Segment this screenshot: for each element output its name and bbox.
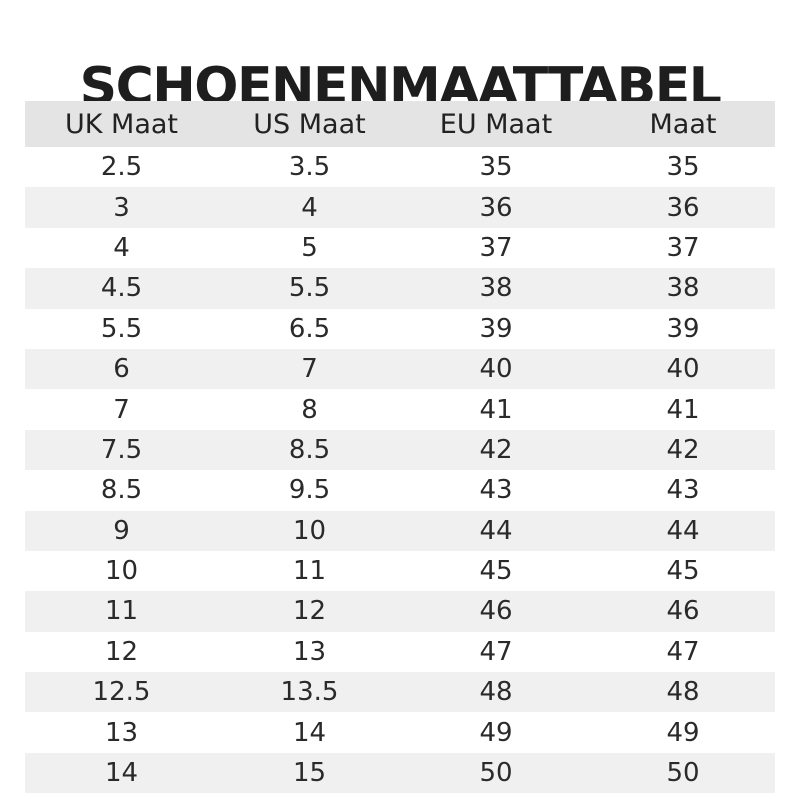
column-header-maat: Maat bbox=[649, 108, 717, 140]
cell-us: 3.5 bbox=[288, 152, 331, 183]
cell-us: 14 bbox=[292, 717, 327, 748]
column-header-eu: EU Maat bbox=[439, 108, 553, 140]
cell-maat: 40 bbox=[666, 354, 700, 385]
cell-maat: 49 bbox=[666, 717, 700, 748]
cell-eu: 47 bbox=[479, 636, 513, 667]
cell-us: 8.5 bbox=[288, 434, 331, 465]
cell-us: 7 bbox=[301, 354, 318, 385]
cell-uk: 3 bbox=[113, 192, 130, 223]
cell-maat: 43 bbox=[666, 475, 700, 506]
cell-eu: 48 bbox=[479, 677, 513, 708]
cell-uk: 7.5 bbox=[100, 434, 143, 465]
table-row bbox=[25, 187, 775, 227]
cell-maat: 45 bbox=[666, 556, 700, 587]
cell-us: 12 bbox=[292, 596, 327, 627]
cell-uk: 6 bbox=[113, 354, 130, 385]
shoe-size-table bbox=[25, 101, 775, 793]
cell-eu: 39 bbox=[479, 313, 513, 344]
table-row bbox=[25, 591, 775, 631]
table-row bbox=[25, 228, 775, 268]
cell-maat: 35 bbox=[666, 152, 700, 183]
cell-uk: 12.5 bbox=[92, 677, 151, 708]
cell-eu: 49 bbox=[479, 717, 513, 748]
table-row bbox=[25, 470, 775, 510]
table-row bbox=[25, 349, 775, 389]
table-row bbox=[25, 309, 775, 349]
cell-eu: 50 bbox=[479, 758, 513, 789]
table-row bbox=[25, 268, 775, 308]
cell-uk: 11 bbox=[104, 596, 139, 627]
cell-eu: 37 bbox=[479, 232, 513, 263]
table-row bbox=[25, 712, 775, 752]
cell-maat: 42 bbox=[666, 434, 700, 465]
cell-eu: 36 bbox=[479, 192, 513, 223]
cell-us: 13 bbox=[292, 636, 327, 667]
cell-maat: 47 bbox=[666, 636, 700, 667]
cell-eu: 44 bbox=[479, 515, 513, 546]
cell-uk: 5.5 bbox=[100, 313, 143, 344]
cell-eu: 35 bbox=[479, 152, 513, 183]
cell-eu: 41 bbox=[479, 394, 513, 425]
cell-uk: 13 bbox=[104, 717, 139, 748]
cell-uk: 9 bbox=[113, 515, 130, 546]
column-header-uk: UK Maat bbox=[64, 108, 179, 140]
cell-uk: 14 bbox=[104, 758, 139, 789]
cell-uk: 7 bbox=[113, 394, 130, 425]
cell-maat: 38 bbox=[666, 273, 700, 304]
cell-us: 15 bbox=[292, 758, 327, 789]
cell-uk: 12 bbox=[104, 636, 139, 667]
table-header-row bbox=[25, 101, 775, 147]
cell-maat: 50 bbox=[666, 758, 700, 789]
table-row bbox=[25, 430, 775, 470]
cell-eu: 42 bbox=[479, 434, 513, 465]
column-header-us: US Maat bbox=[253, 108, 366, 140]
cell-us: 5 bbox=[301, 232, 318, 263]
cell-us: 6.5 bbox=[288, 313, 331, 344]
cell-maat: 39 bbox=[666, 313, 700, 344]
cell-maat: 37 bbox=[666, 232, 700, 263]
cell-eu: 46 bbox=[479, 596, 513, 627]
table-row bbox=[25, 147, 775, 187]
cell-eu: 43 bbox=[479, 475, 513, 506]
cell-maat: 36 bbox=[666, 192, 700, 223]
cell-us: 10 bbox=[292, 515, 327, 546]
table-row bbox=[25, 511, 775, 551]
cell-us: 11 bbox=[292, 556, 327, 587]
cell-eu: 38 bbox=[479, 273, 513, 304]
cell-maat: 46 bbox=[666, 596, 700, 627]
cell-maat: 41 bbox=[666, 394, 700, 425]
page-title: SCHOENENMAATTABEL bbox=[79, 56, 721, 117]
cell-uk: 8.5 bbox=[100, 475, 143, 506]
table-row bbox=[25, 551, 775, 591]
cell-uk: 4.5 bbox=[100, 273, 143, 304]
cell-uk: 4 bbox=[113, 232, 130, 263]
cell-us: 4 bbox=[301, 192, 318, 223]
cell-us: 8 bbox=[301, 394, 318, 425]
cell-maat: 44 bbox=[666, 515, 700, 546]
table-row bbox=[25, 389, 775, 429]
table-row bbox=[25, 632, 775, 672]
table-row bbox=[25, 672, 775, 712]
cell-us: 5.5 bbox=[288, 273, 331, 304]
cell-eu: 40 bbox=[479, 354, 513, 385]
table-body bbox=[25, 147, 775, 793]
cell-eu: 45 bbox=[479, 556, 513, 587]
cell-maat: 48 bbox=[666, 677, 700, 708]
cell-us: 9.5 bbox=[288, 475, 331, 506]
cell-uk: 10 bbox=[104, 556, 139, 587]
table-row bbox=[25, 753, 775, 793]
cell-us: 13.5 bbox=[280, 677, 339, 708]
cell-uk: 2.5 bbox=[100, 152, 143, 183]
